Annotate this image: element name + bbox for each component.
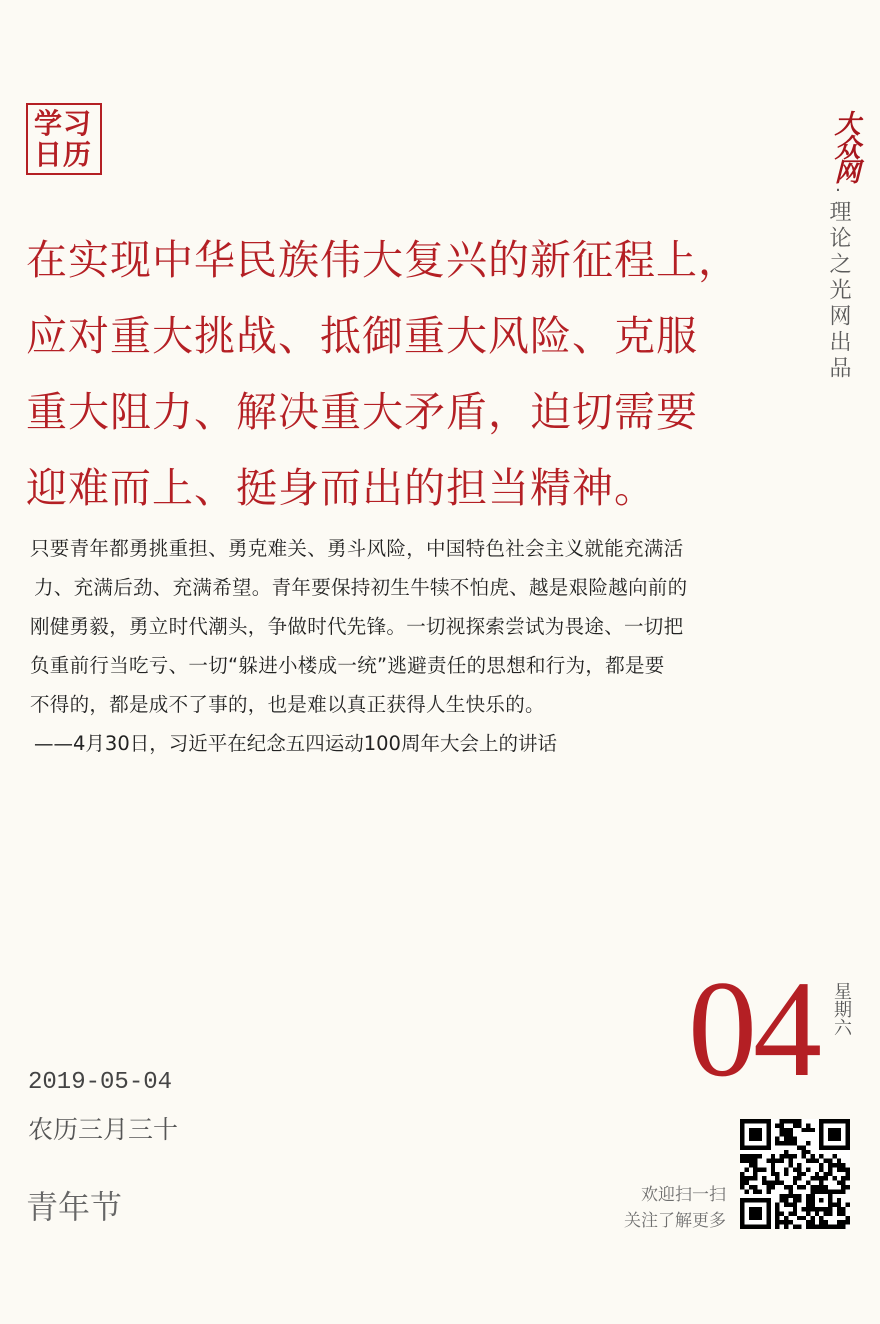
dzwww-logo: 大众网	[830, 110, 860, 182]
excerpt-line: 不得的，都是成不了事的，也是难以真正获得人生快乐的。	[30, 693, 545, 716]
brand-separator: ·	[835, 180, 841, 201]
excerpt-line: 刚健勇毅，勇立时代潮头，争做时代先锋。一切视探索尝试为畏途、一切把	[30, 615, 684, 638]
headline-line: 在实现中华民族伟大复兴的新征程上，	[26, 236, 740, 284]
scan-line-2: 关注了解更多	[624, 1211, 726, 1231]
speech-excerpt	[30, 529, 820, 763]
scan-line-1: 欢迎扫一扫	[641, 1185, 726, 1205]
qr-code-icon[interactable]	[740, 1119, 850, 1229]
gregorian-date: 2019-05-04	[28, 1069, 173, 1096]
headline-line: 应对重大挑战、抵御重大风险、克服	[26, 312, 698, 360]
xuexi-rili-stamp	[26, 103, 102, 175]
excerpt-line: 力、充满后劲、充满希望。青年要保持初生牛犊不怕虎、越是艰险越向前的	[34, 576, 688, 599]
stamp-line-2: 日历	[34, 138, 93, 171]
festival-name: 青年节	[26, 1188, 123, 1226]
headline-line: 重大阻力、解决重大矛盾，迫切需要	[26, 388, 698, 436]
weekday-label: 星期六	[831, 982, 852, 1036]
brand-column	[816, 110, 860, 382]
scan-prompt	[606, 1182, 726, 1234]
stamp-line-1: 学习	[34, 107, 93, 140]
lunar-date: 农历三月三十	[28, 1115, 179, 1144]
excerpt-source: ——4月30日，习近平在纪念五四运动100周年大会上的讲话	[34, 732, 557, 755]
excerpt-line: 只要青年都勇挑重担、勇克难关、勇斗风险，中国特色社会主义就能充满活	[30, 537, 684, 560]
excerpt-line: 负重前行当吃亏、一切“躲进小楼成一统”逃避责任的思想和行为，都是要	[30, 654, 665, 677]
day-number: 04	[688, 952, 818, 1105]
headline-quote	[26, 222, 806, 526]
headline-line: 迎难而上、挺身而出的担当精神。	[26, 464, 656, 512]
brand-subtitle: 理论之光网出品	[826, 200, 851, 382]
